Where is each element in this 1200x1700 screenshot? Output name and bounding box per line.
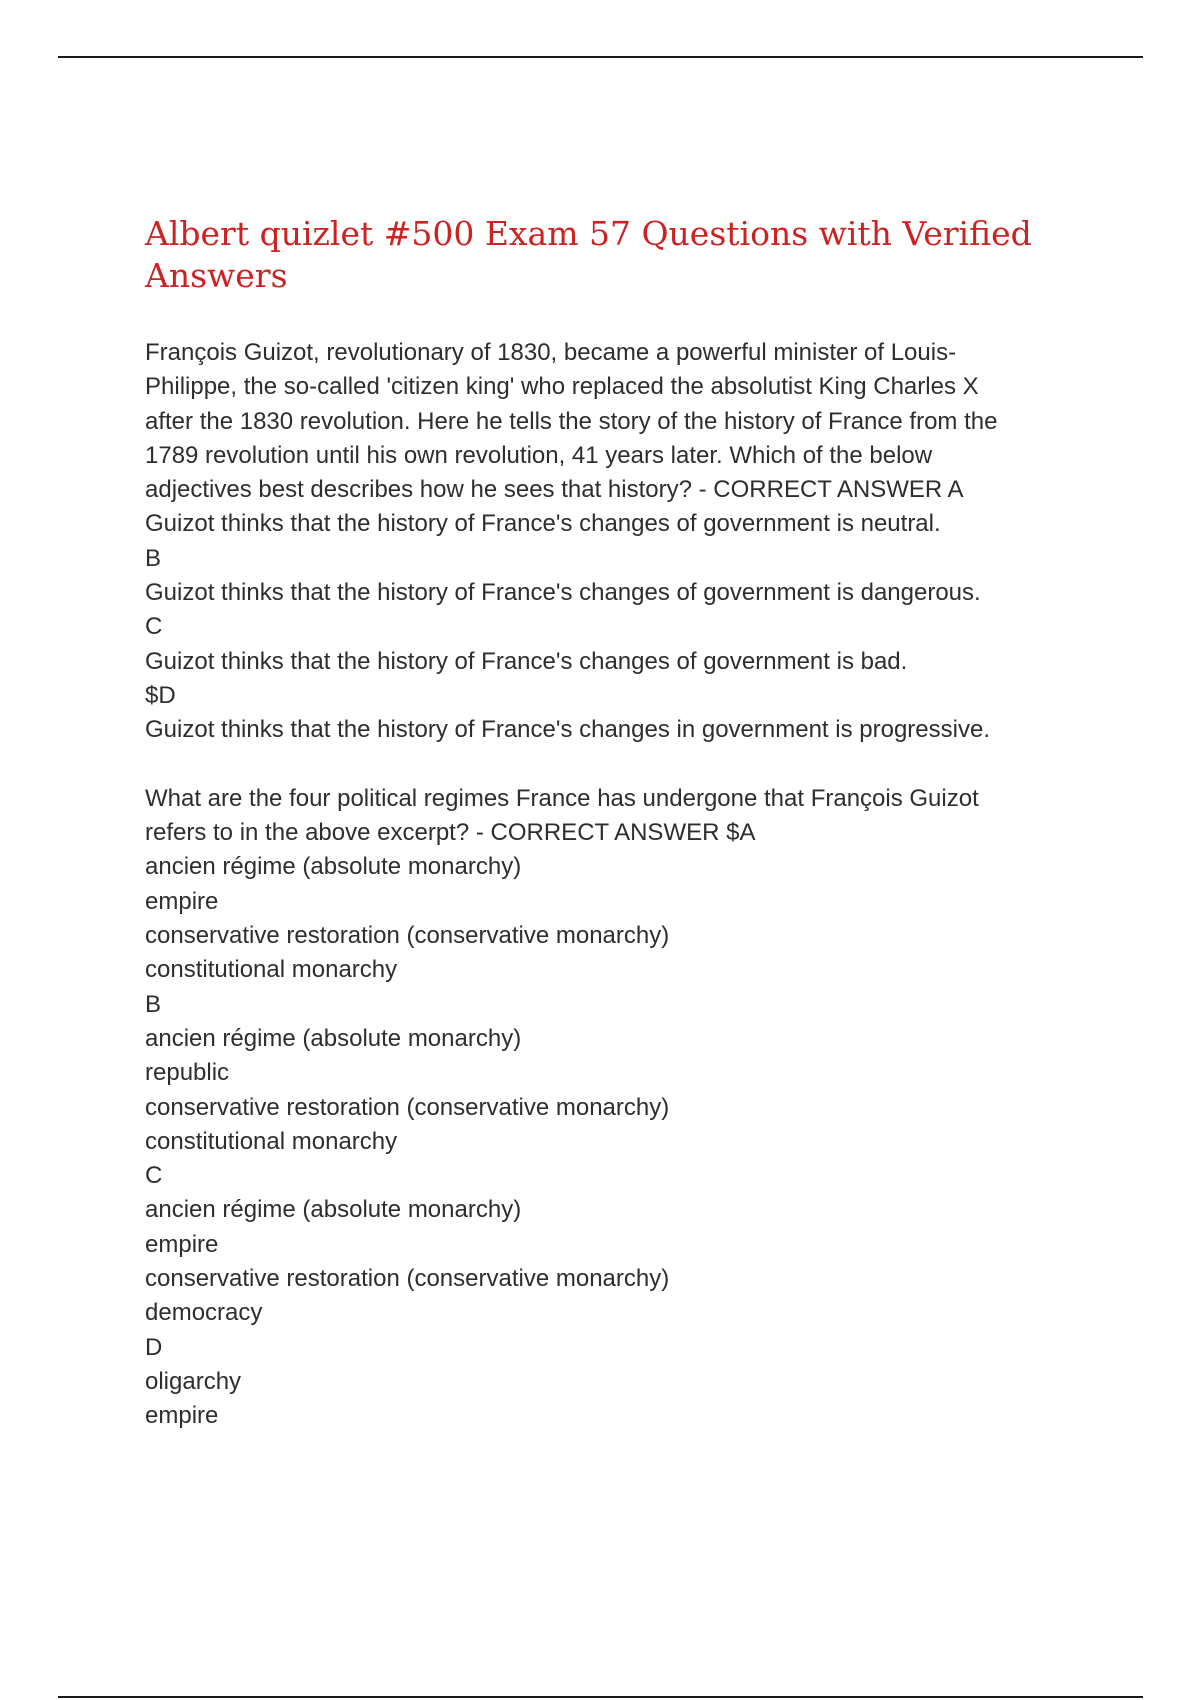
paragraph-spacer (145, 748, 1090, 782)
question-block (145, 782, 1090, 1434)
answer-option-text: conservative restoration (conservative monarchy) (145, 1265, 670, 1293)
question-text-line: 1789 revolution until his own revolution, 41 years later. Which of the below (145, 441, 933, 469)
answer-option-text: oligarchy (145, 1367, 242, 1395)
answer-option-text: Guizot thinks that the history of France's changes of government is dangerous. (145, 579, 981, 607)
answer-option-text: empire (145, 887, 219, 915)
answer-option-letter: B (145, 990, 162, 1018)
answer-option-text: constitutional monarchy (145, 956, 398, 984)
question-text-line: François Guizot, revolutionary of 1830, became a powerful minister of Louis- (145, 339, 957, 366)
question-text-line: What are the four political regimes France has undergone that François Guizot (145, 784, 979, 812)
question-text-line: Philippe, the so-called 'citizen king' who replaced the absolutist King Charles X (145, 373, 979, 401)
answer-option-letter: C (145, 1162, 163, 1190)
document-body (145, 336, 1090, 1434)
answer-option-text: ancien régime (absolute monarchy) (145, 853, 522, 881)
answer-option-text: conservative restoration (conservative monarchy) (145, 1093, 670, 1121)
answer-option-text: democracy (145, 1299, 263, 1327)
question-text-line: after the 1830 revolution. Here he tells the story of the history of France from the (145, 407, 998, 435)
footer-rule (58, 1696, 1143, 1698)
answer-option-letter: C (145, 613, 163, 641)
answer-option-text: Guizot thinks that the history of France's changes in government is progressive. (145, 716, 990, 744)
answer-option-text: Guizot thinks that the history of France's changes of government is neutral. (145, 510, 941, 538)
answer-option-text: empire (145, 1230, 219, 1258)
document-title: Albert quizlet #500 Exam 57 Questions with Verified Answers (145, 214, 1032, 295)
answer-option-letter: B (145, 544, 162, 572)
answer-option-text: ancien régime (absolute monarchy) (145, 1024, 522, 1052)
question-text-line: refers to in the above excerpt? - CORRECT ANSWER $A (145, 819, 756, 847)
answer-option-text: conservative restoration (conservative monarchy) (145, 922, 670, 950)
answer-option-text: republic (145, 1059, 230, 1087)
question-block (145, 336, 1090, 748)
answer-option-letter: D (145, 1333, 163, 1361)
answer-option-text: ancien régime (absolute monarchy) (145, 1196, 522, 1224)
header-rule (58, 56, 1143, 58)
question-text-line: adjectives best describes how he sees that history? - CORRECT ANSWER A (145, 476, 964, 504)
answer-option-text: constitutional monarchy (145, 1127, 398, 1155)
answer-option-letter: $D (145, 681, 176, 709)
answer-option-text: empire (145, 1402, 219, 1430)
answer-option-text: Guizot thinks that the history of France's changes of government is bad. (145, 647, 908, 675)
